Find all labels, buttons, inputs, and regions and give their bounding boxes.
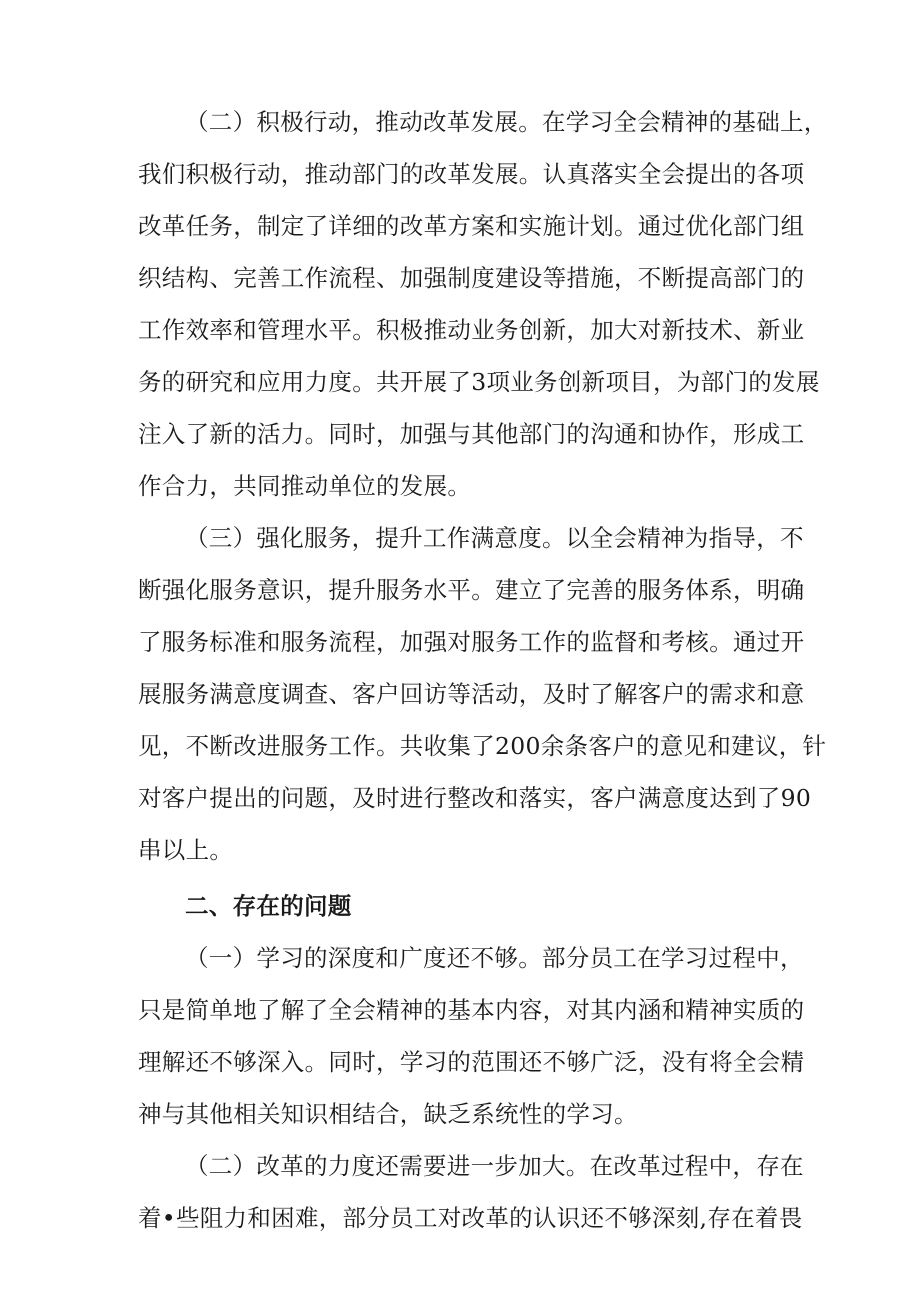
text-line: 作合力，共同推动单位的发展。 <box>138 472 472 500</box>
text-line: 我们积极行动，推动部门的改革发展。认真落实全会提出的各项 <box>138 160 805 188</box>
text-line: （一）学习的深度和广度还不够。部分员工在学习过程中， <box>185 944 804 972</box>
text-line: 织结构、完善工作流程、加强制度建设等措施，不断提高部门的 <box>138 264 805 292</box>
section-heading: 二、存在的问题 <box>185 892 352 920</box>
text-line: 改革任务，制定了详细的改革方案和实施计划。通过优化部门组 <box>138 212 805 240</box>
text-line: 神与其他相关知识相结合，缺乏系统性的学习。 <box>138 1100 638 1128</box>
text-line: 对客户提出的问题，及时进行整改和落实，客户满意度达到了90 <box>138 784 812 812</box>
text-line: 务的研究和应用力度。共开展了3项业务创新项目，为部门的发展 <box>138 368 820 396</box>
text-line: 着•些阻力和困难，部分员工对改革的认识还不够深刻,存在着畏 <box>138 1204 803 1232</box>
text-line: 只是简单地了解了全会精神的基本内容，对其内涵和精神实质的 <box>138 996 805 1024</box>
text-line: 注入了新的活力。同时，加强与其他部门的沟通和协作，形成工 <box>138 420 805 448</box>
text-line: （三）强化服务，提升工作满意度。以全会精神为指导，不 <box>185 524 804 552</box>
text-line: 断强化服务意识，提升服务水平。建立了完善的服务体系，明确 <box>138 576 805 604</box>
text-line: （二）积极行动，推动改革发展。在学习全会精神的基础上， <box>185 108 828 136</box>
text-line: 串以上。 <box>138 836 234 864</box>
text-line: 工作效率和管理水平。积极推动业务创新，加大对新技术、新业 <box>138 316 805 344</box>
text-line: 了服务标准和服务流程，加强对服务工作的监督和考核。通过开 <box>138 628 805 656</box>
text-line: 见，不断改进服务工作。共收集了200余条客户的意见和建议，针 <box>138 732 827 760</box>
text-line: 展服务满意度调查、客户回访等活动，及时了解客户的需求和意 <box>138 680 805 708</box>
text-line: （二）改革的力度还需要进一步加大。在改革过程中，存在 <box>185 1152 804 1180</box>
text-line: 理解还不够深入。同时，学习的范围还不够广泛，没有将全会精 <box>138 1048 805 1076</box>
